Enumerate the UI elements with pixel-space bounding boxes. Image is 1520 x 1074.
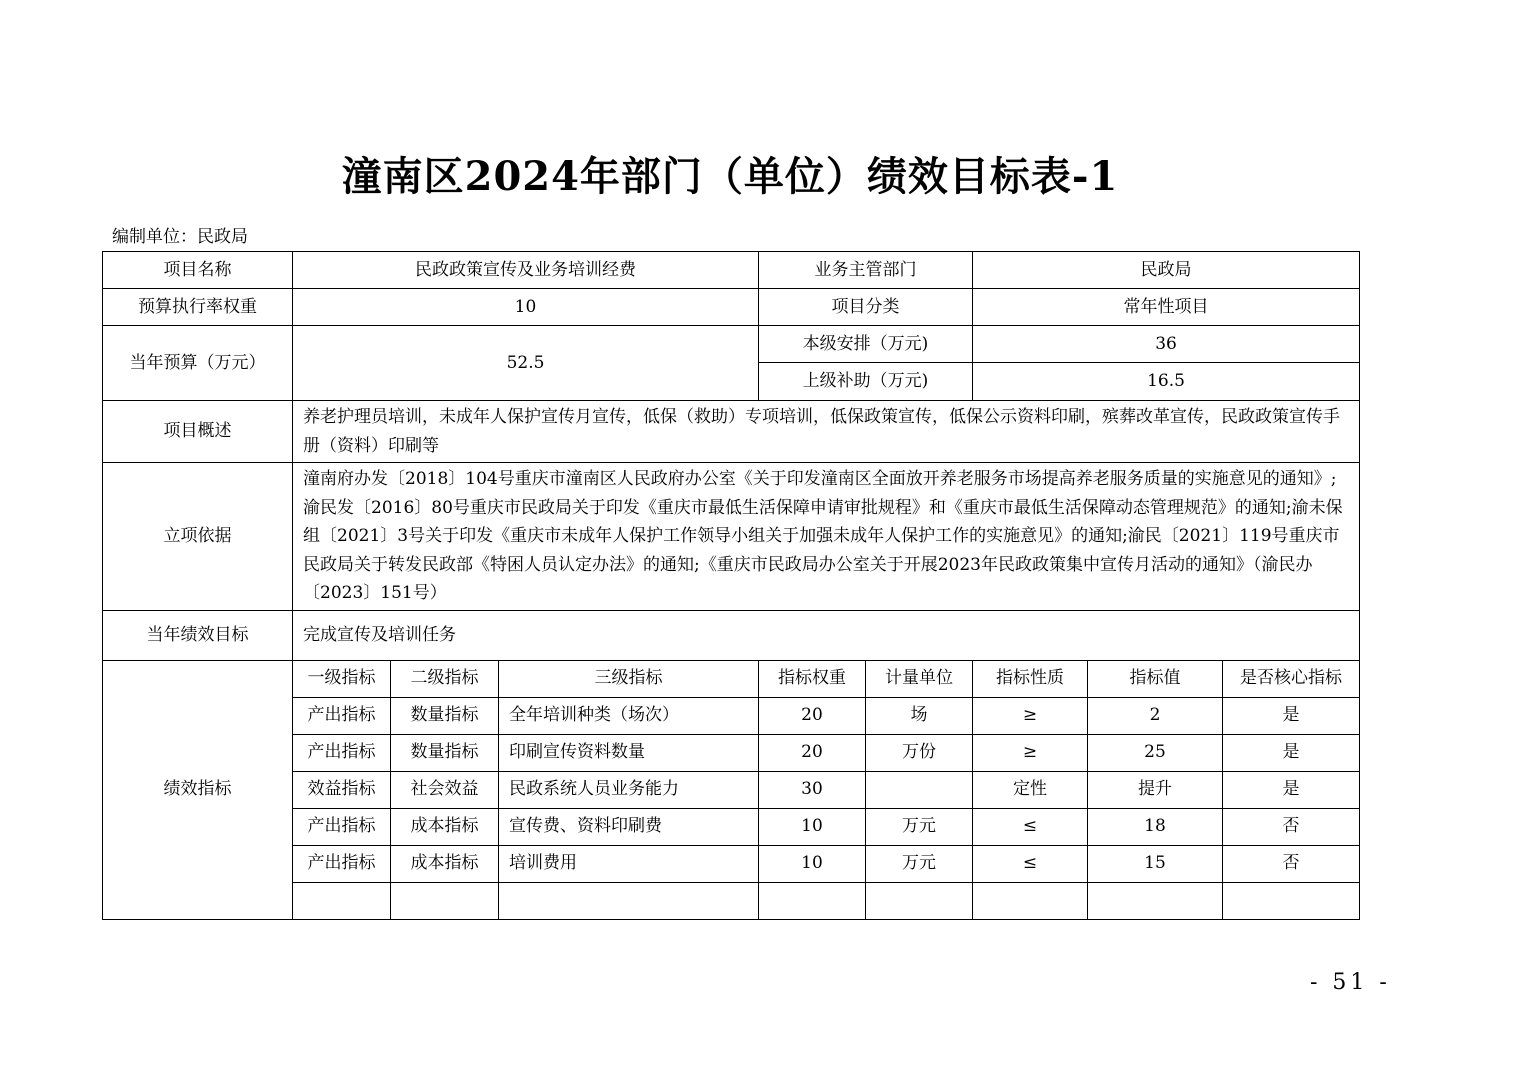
cell-unit: 场 <box>866 697 973 734</box>
budget-row <box>103 326 1360 363</box>
project-name-label: 项目名称 <box>103 252 293 289</box>
upper-subsidy-label: 上级补助（万元) <box>759 363 973 401</box>
header-value: 指标值 <box>1088 660 1223 697</box>
cell-weight: 10 <box>759 808 866 845</box>
category-label: 项目分类 <box>759 289 973 326</box>
header-unit: 计量单位 <box>866 660 973 697</box>
header-core: 是否核心指标 <box>1223 660 1360 697</box>
cell-value: 提升 <box>1088 771 1223 808</box>
cell-unit: 万元 <box>866 845 973 882</box>
empty-cell <box>391 882 499 919</box>
department-value: 民政局 <box>973 252 1360 289</box>
cell-core: 是 <box>1223 771 1360 808</box>
empty-cell <box>759 882 866 919</box>
cell-level3: 全年培训种类（场次） <box>499 697 759 734</box>
cell-level1: 产出指标 <box>293 697 391 734</box>
cell-value: 18 <box>1088 808 1223 845</box>
cell-nature: ≤ <box>973 845 1088 882</box>
cell-value: 2 <box>1088 697 1223 734</box>
cell-unit: 万元 <box>866 808 973 845</box>
upper-subsidy-value: 16.5 <box>973 363 1360 401</box>
cell-nature: ≤ <box>973 808 1088 845</box>
cell-value: 15 <box>1088 845 1223 882</box>
cell-weight: 30 <box>759 771 866 808</box>
cell-weight: 10 <box>759 845 866 882</box>
empty-cell <box>866 882 973 919</box>
cell-level2: 数量指标 <box>391 697 499 734</box>
overview-text: 养老护理员培训，未成年人保护宣传月宣传，低保（救助）专项培训，低保政策宣传，低保公示资料印刷，殡葬改革宣传，民政政策宣传手册（资料）印刷等 <box>293 401 1360 463</box>
empty-cell <box>293 882 391 919</box>
local-arrangement-value: 36 <box>973 326 1360 363</box>
header-nature: 指标性质 <box>973 660 1088 697</box>
cell-nature: ≥ <box>973 697 1088 734</box>
cell-nature: ≥ <box>973 734 1088 771</box>
empty-cell <box>973 882 1088 919</box>
cell-level1: 产出指标 <box>293 734 391 771</box>
department-label: 业务主管部门 <box>759 252 973 289</box>
cell-level1: 产出指标 <box>293 808 391 845</box>
annual-goal-label: 当年绩效目标 <box>103 610 293 660</box>
cell-level1: 效益指标 <box>293 771 391 808</box>
cell-core: 否 <box>1223 845 1360 882</box>
organization-line <box>112 222 248 247</box>
cell-core: 是 <box>1223 697 1360 734</box>
cell-weight: 20 <box>759 697 866 734</box>
header-weight: 指标权重 <box>759 660 866 697</box>
cell-level2: 社会效益 <box>391 771 499 808</box>
cell-unit: 万份 <box>866 734 973 771</box>
cell-level3: 民政系统人员业务能力 <box>499 771 759 808</box>
header-level1: 一级指标 <box>293 660 391 697</box>
project-name-value: 民政政策宣传及业务培训经费 <box>293 252 759 289</box>
cell-core: 是 <box>1223 734 1360 771</box>
cell-level3: 宣传费、资料印刷费 <box>499 808 759 845</box>
empty-cell <box>1088 882 1223 919</box>
indicators-section-label: 绩效指标 <box>103 660 293 919</box>
weight-row <box>103 289 1360 326</box>
performance-goal-table <box>102 251 1360 920</box>
cell-unit <box>866 771 973 808</box>
basis-text: 潼南府办发〔2018〕104号重庆市潼南区人民政府办公室《关于印发潼南区全面放开养老服务市场提高养老服务质量的实施意见的通知》;渝民发〔2016〕80号重庆市民政局关于印发《重庆市最低生活保障申请审批规程》和《重庆市最低生活保障动态管理规范》的通知;渝未保组〔2021〕3号关于印发《重庆市未成年人保护工作领导小组关于加强未成年人保护工作的实施意见》的通知;渝民〔2021〕119号重庆市民政局关于转发民政部《特困人员认定办法》的通知;《重庆市民政局办公室关于开展2023年民政政策集中宣传月活动的通知》（渝民办〔2023〕151号） <box>293 463 1360 611</box>
header-level3: 三级指标 <box>499 660 759 697</box>
basis-label: 立项依据 <box>103 463 293 611</box>
cell-weight: 20 <box>759 734 866 771</box>
page-number: - 51 - <box>1310 970 1391 995</box>
organization-value: 民政局 <box>197 227 248 247</box>
basis-row <box>103 463 1360 611</box>
cell-value: 25 <box>1088 734 1223 771</box>
overview-row <box>103 401 1360 463</box>
organization-label: 编制单位： <box>112 227 197 247</box>
cell-level2: 成本指标 <box>391 808 499 845</box>
execution-weight-label: 预算执行率权重 <box>103 289 293 326</box>
annual-budget-label: 当年预算（万元） <box>103 326 293 401</box>
cell-level1: 产出指标 <box>293 845 391 882</box>
cell-nature: 定性 <box>973 771 1088 808</box>
cell-level2: 成本指标 <box>391 845 499 882</box>
cell-level2: 数量指标 <box>391 734 499 771</box>
category-value: 常年性项目 <box>973 289 1360 326</box>
indicator-header-row <box>103 660 1360 697</box>
page-title: 潼南区2024年部门（单位）绩效目标表-1 <box>341 153 1119 200</box>
annual-budget-value: 52.5 <box>293 326 759 401</box>
header-level2: 二级指标 <box>391 660 499 697</box>
overview-label: 项目概述 <box>103 401 293 463</box>
empty-cell <box>499 882 759 919</box>
cell-core: 否 <box>1223 808 1360 845</box>
cell-level3: 培训费用 <box>499 845 759 882</box>
annual-goal-text: 完成宣传及培训任务 <box>293 610 1360 660</box>
local-arrangement-label: 本级安排（万元) <box>759 326 973 363</box>
project-name-row <box>103 252 1360 289</box>
empty-cell <box>1223 882 1360 919</box>
goal-row <box>103 610 1360 660</box>
execution-weight-value: 10 <box>293 289 759 326</box>
cell-level3: 印刷宣传资料数量 <box>499 734 759 771</box>
